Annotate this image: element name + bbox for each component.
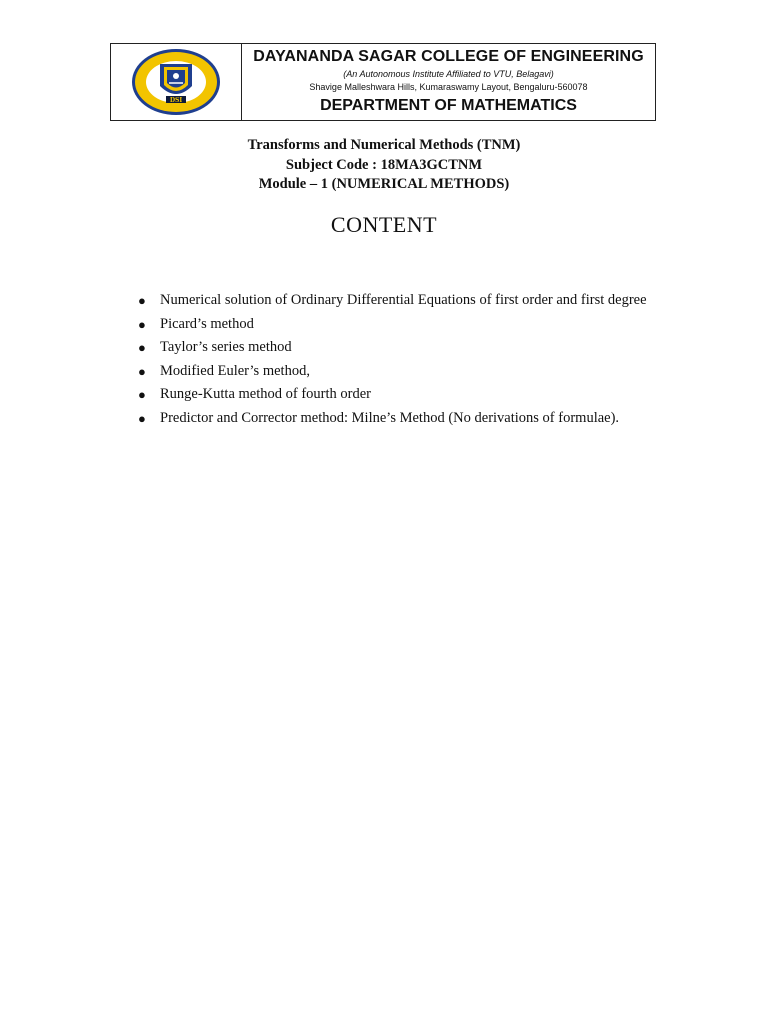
topic-text: Taylor’s series method — [160, 339, 292, 355]
bullet-icon: ● — [138, 410, 146, 426]
logo-cell — [111, 44, 242, 120]
list-item — [134, 289, 650, 313]
bullet-icon: ● — [138, 340, 146, 355]
bullet-icon: ● — [138, 316, 146, 332]
college-header — [110, 43, 656, 121]
topic-text: Numerical solution of Ordinary Differential Equations of first order and first degree — [160, 292, 647, 308]
college-seal-icon — [130, 48, 222, 116]
topic-text: Predictor and Corrector method: Milne’s Method (No derivations of formulae). — [160, 409, 620, 426]
course-title: Transforms and Numerical Methods (TNM) — [247, 137, 521, 153]
content-heading: CONTENT — [330, 212, 438, 237]
topic-text: Modified Euler’s method, — [160, 362, 310, 379]
course-info — [0, 136, 768, 195]
header-text — [242, 44, 655, 120]
subject-code: Subject Code : 18MA3GCTNM — [285, 156, 483, 173]
list-item — [134, 407, 650, 431]
bullet-icon: ● — [138, 363, 146, 379]
seal-monogram: DSI — [169, 97, 183, 104]
department-name: DEPARTMENT OF MATHEMATICS — [320, 97, 577, 114]
affiliation-line: (An Autonomous Institute Affiliated to VTU, Belagavi) — [343, 69, 554, 79]
list-item — [134, 313, 650, 337]
bullet-icon: ● — [138, 293, 146, 308]
list-item — [134, 383, 650, 407]
bullet-icon: ● — [138, 387, 146, 402]
list-item — [134, 360, 650, 384]
topic-text: Runge-Kutta method of fourth order — [160, 386, 372, 402]
college-name: DAYANANDA SAGAR COLLEGE OF ENGINEERING — [253, 48, 644, 65]
topic-list — [134, 289, 650, 430]
list-item — [134, 336, 650, 360]
topic-text: Picard’s method — [160, 315, 254, 332]
address-line: Shavige Malleshwara Hills, Kumaraswamy Layout, Bengaluru-560078 — [309, 82, 588, 92]
module-title: Module – 1 (NUMERICAL METHODS) — [258, 176, 510, 192]
